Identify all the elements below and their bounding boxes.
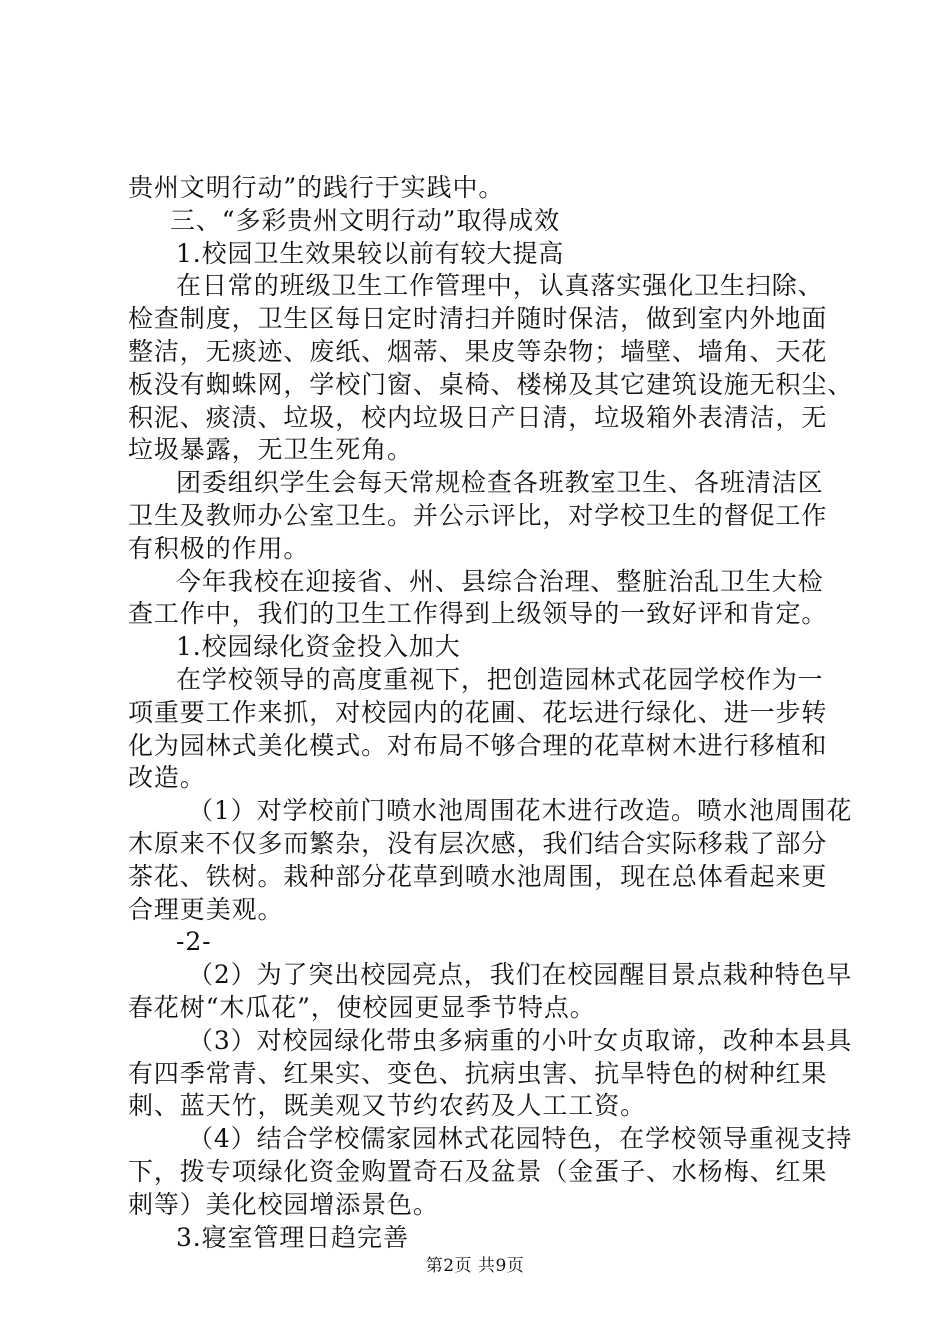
text-line: -2-: [176, 927, 212, 957]
text-line: 有积极的作用。: [128, 533, 310, 563]
text-line: 检查制度，卫生区每日定时清扫并随时保洁，做到室内外地面: [128, 304, 828, 334]
text-line: 积泥、痰渍、垃圾，校内垃圾日产日清，垃圾箱外表清洁，无: [128, 402, 828, 432]
text-line: 板没有蜘蛛网，学校门窗、桌椅、楼梯及其它建筑设施无积尘、: [128, 369, 854, 399]
text-line: 贵州文明行动”的践行于实践中。: [128, 173, 505, 202]
text-line: 今年我校在迎接省、州、县综合治理、整脏治乱卫生大检: [176, 566, 824, 596]
page-footer: [0, 1255, 950, 1277]
document-body: [128, 172, 854, 1254]
text-line: 合理更美观。: [128, 894, 284, 924]
text-line: 垃圾暴露，无卫生死角。: [128, 435, 413, 465]
text-line: 改造。: [128, 763, 206, 793]
text-line: 团委组织学生会每天常规检查各班教室卫生、各班清洁区: [176, 468, 824, 498]
text-line: 项重要工作来抓，对校园内的花圃、花坛进行绿化、进一步转: [128, 697, 828, 727]
text-line: （4）结合学校儒家园林式花园特色，在学校领导重视支持: [188, 1124, 853, 1154]
text-line: 整洁，无痰迹、废纸、烟蒂、果皮等杂物；墙壁、墙角、天花: [128, 336, 828, 366]
text-line: 在日常的班级卫生工作管理中，认真落实强化卫生扫除、: [176, 271, 824, 301]
text-line: 刺、蓝天竹，既美观又节约农药及人工工资。: [128, 1091, 647, 1121]
text-line: 查工作中，我们的卫生工作得到上级领导的一致好评和肯定。: [128, 599, 828, 629]
text-line: 刺等）美化校园增添景色。: [128, 1189, 439, 1219]
text-line: （2）为了突出校园亮点，我们在校园醒目景点栽种特色早: [188, 960, 853, 990]
text-line: 下，拨专项绿化资金购置奇石及盆景（金蛋子、水杨梅、红果: [128, 1156, 828, 1186]
text-line: 3.寝室管理日趋完善: [176, 1222, 409, 1252]
text-line: 三、“多彩贵州文明行动”取得成效: [170, 205, 560, 235]
text-line: 茶花、铁树。栽种部分花草到喷水池周围，现在总体看起来更: [128, 861, 828, 891]
text-line: 1.校园卫生效果较以前有较大提高: [176, 238, 565, 268]
text-line: 1.校园绿化资金投入加大: [176, 632, 461, 662]
text-line: 春花树“木瓜花”，使校园更显季节特点。: [128, 992, 596, 1022]
text-line: 在学校领导的高度重视下，把创造园林式花园学校作为一: [176, 664, 824, 694]
text-line: 化为园林式美化模式。对布局不够合理的花草树木进行移植和: [128, 730, 828, 760]
text-line: 木原来不仅多而繁杂，没有层次感，我们结合实际移栽了部分: [128, 828, 828, 858]
text-line: （1）对学校前门喷水池周围花木进行改造。喷水池周围花: [188, 796, 853, 826]
text-line: （3）对校园绿化带虫多病重的小叶女贞取谛，改种本县具: [188, 1025, 853, 1055]
text-line: 有四季常青、红果实、变色、抗病虫害、抗旱特色的树种红果: [128, 1058, 828, 1088]
text-line: 卫生及教师办公室卫生。并公示评比，对学校卫生的督促工作: [128, 500, 828, 530]
page-indicator: 第2页 共9页: [425, 1256, 525, 1276]
